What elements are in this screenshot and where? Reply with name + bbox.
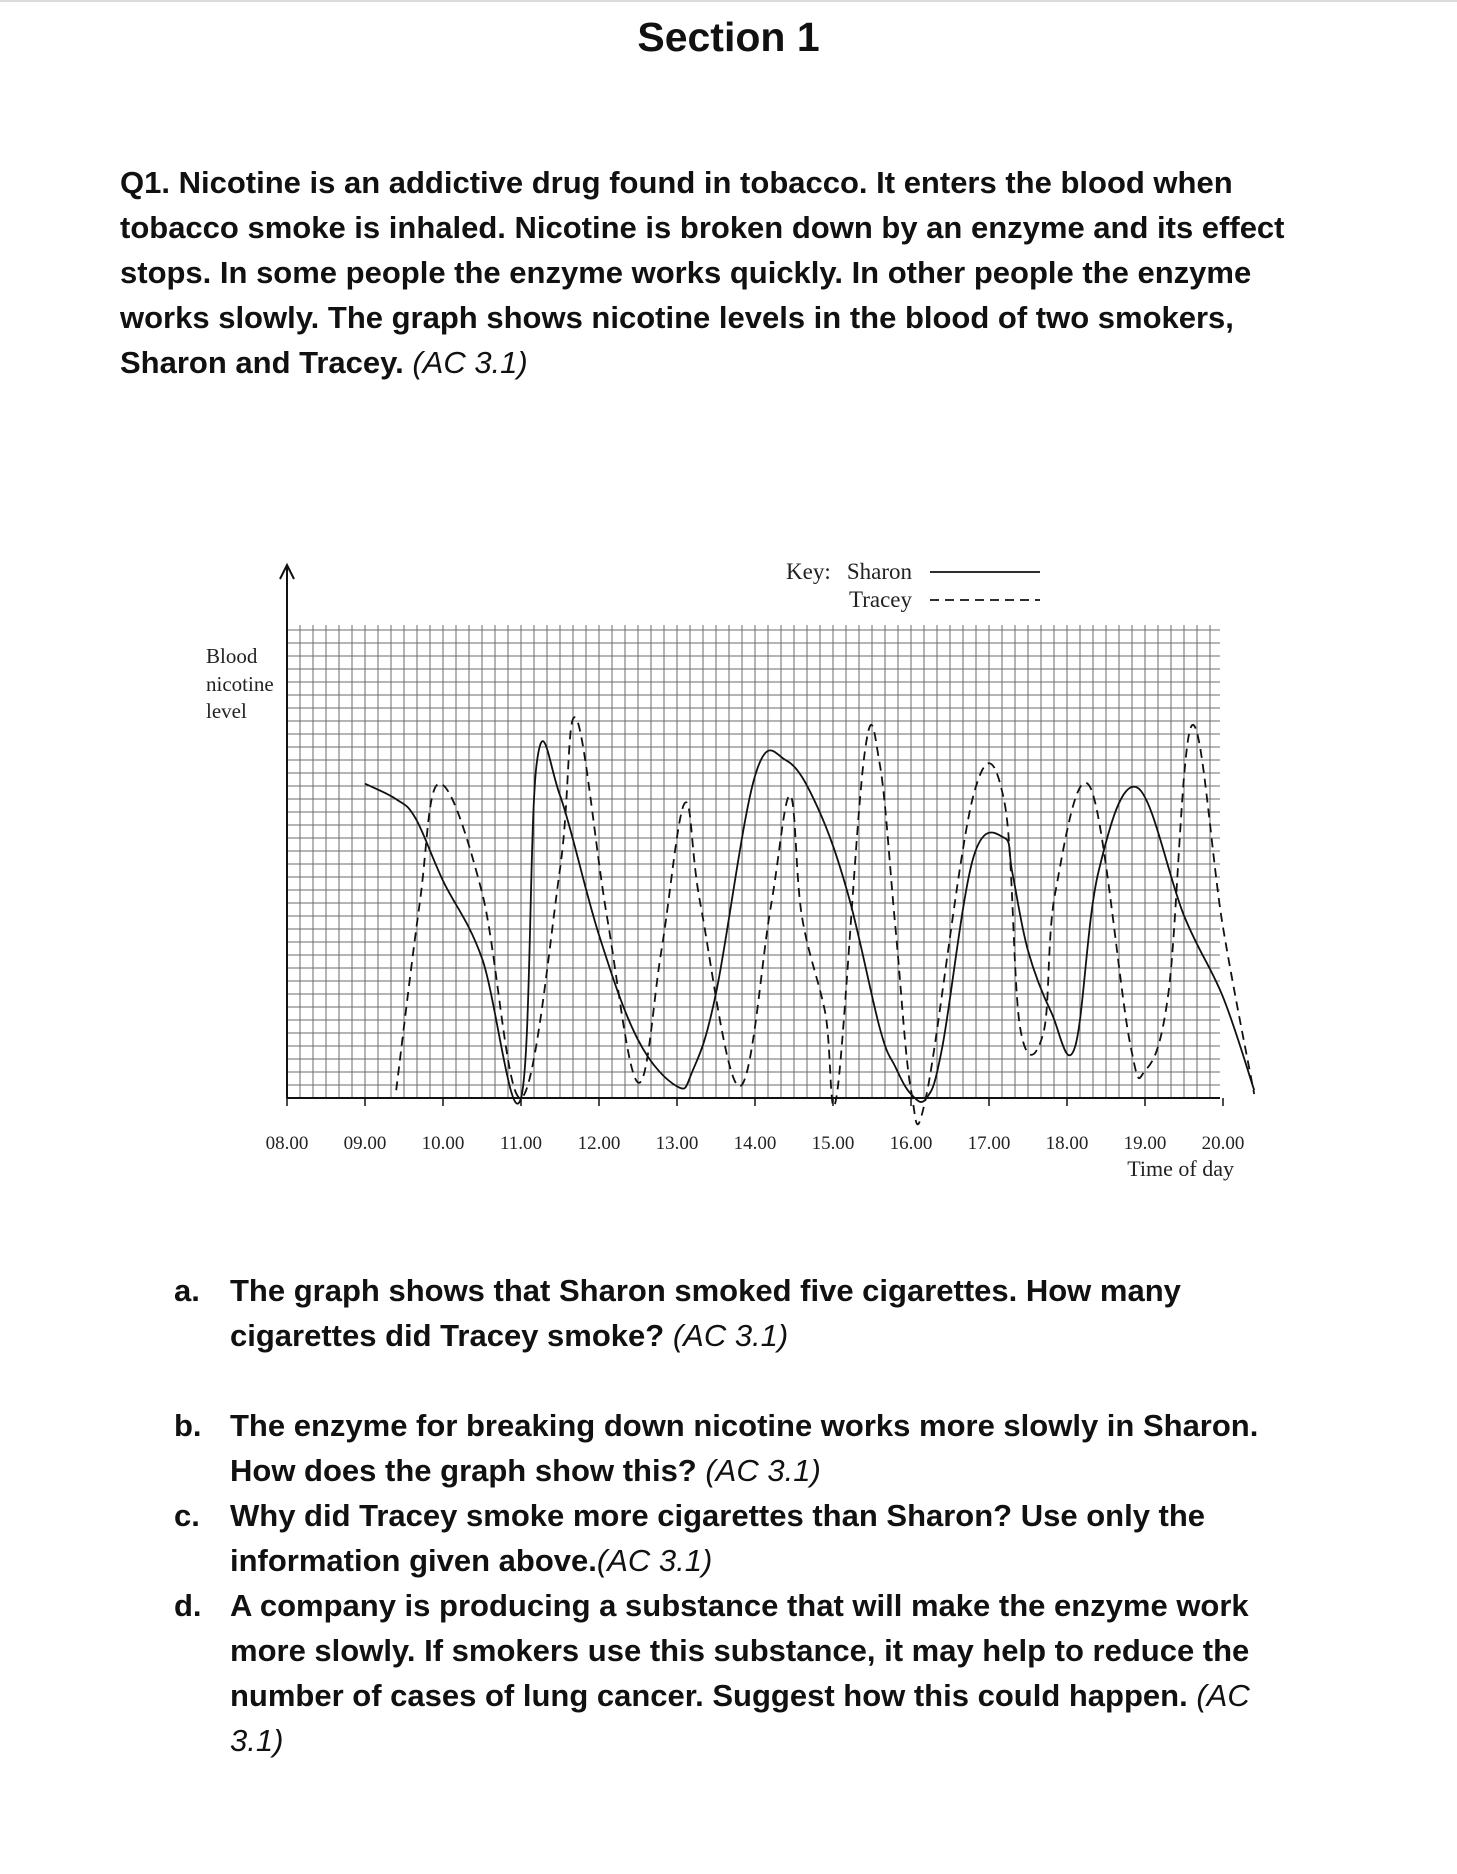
x-axis-label: Time of day [1127,1156,1234,1181]
question-d-line-2: more slowly. If smokers use this substance, it may help to reduce the [230,1633,1250,1668]
legend-entry-tracey: Tracey [848,587,912,612]
question-b-text [230,1403,1258,1493]
question-d-letter: d. [174,1588,202,1623]
intro-line-2: tobacco smoke is inhaled. Nicotine is broken down by an enzyme and its effect [120,210,1285,245]
x-tick-label: 16.00 [889,1133,933,1154]
x-tick-label: 15.00 [811,1133,855,1154]
question-c-ac-ref: (AC 3.1) [596,1543,713,1578]
x-tick-label: 09.00 [343,1133,387,1154]
top-border [0,0,1457,2]
legend-entry-sharon: Sharon [846,559,912,584]
y-axis-label-line-2: nicotine [206,672,274,696]
legend-key-label: Key: [786,559,831,584]
question-a [174,1268,1374,1358]
x-tick-label: 12.00 [577,1133,621,1154]
x-tick-label: 20.00 [1201,1133,1245,1154]
page-title: Section 1 [637,14,820,60]
intro-line-1: Q1. Nicotine is an addictive drug found in tobacco. It enters the blood when [120,165,1233,200]
x-tick-label: 10.00 [421,1133,465,1154]
question-b [174,1403,1374,1493]
question-b-ac-ref: (AC 3.1) [705,1453,821,1488]
question-c-text [230,1493,1205,1583]
question-b-line-2: How does the graph show this? [230,1453,706,1488]
x-tick-label: 13.00 [655,1133,699,1154]
question-a-ac-ref: (AC 3.1) [672,1318,789,1353]
question-d [174,1583,1374,1763]
question-c-letter: c. [174,1498,200,1533]
x-tick-label: 08.00 [265,1133,309,1154]
y-axis-label-line-3: level [206,699,247,723]
nicotine-chart [190,545,1270,1195]
y-axis-label-line-1: Blood [206,644,258,668]
x-tick-label: 18.00 [1045,1133,1089,1154]
intro-line-4: works slowly. The graph shows nicotine levels in the blood of two smokers, [120,300,1234,335]
question-a-line-2: cigarettes did Tracey smoke? [230,1318,673,1353]
intro-line-5: Sharon and Tracey. [120,345,413,380]
question-a-line-1: The graph shows that Sharon smoked five cigarettes. How many [230,1273,1181,1308]
question-intro [120,160,1380,385]
question-d-line-1: A company is producing a substance that will make the enzyme work [230,1588,1249,1623]
question-b-letter: b. [174,1408,202,1443]
question-c [174,1493,1374,1583]
x-tick-label: 14.00 [733,1133,777,1154]
question-d-line-3: number of cases of lung cancer. Suggest how this could happen. [230,1678,1197,1713]
question-d-text [230,1583,1250,1763]
x-tick-label: 17.00 [967,1133,1011,1154]
question-a-text [230,1268,1181,1358]
x-tick-label: 11.00 [499,1133,543,1154]
intro-line-3: stops. In some people the enzyme works quickly. In other people the enzyme [120,255,1252,290]
intro-ac-ref: (AC 3.1) [412,345,528,380]
question-b-line-1: The enzyme for breaking down nicotine works more slowly in Sharon. [230,1408,1259,1443]
question-c-line-1: Why did Tracey smoke more cigarettes than Sharon? Use only the [230,1498,1206,1533]
x-tick-label: 19.00 [1123,1133,1167,1154]
question-a-letter: a. [174,1273,200,1308]
question-d-ac-ref: (AC [1196,1678,1250,1713]
question-d-ac-ref-cont: 3.1) [230,1723,284,1758]
question-c-line-2: information given above. [230,1543,597,1578]
